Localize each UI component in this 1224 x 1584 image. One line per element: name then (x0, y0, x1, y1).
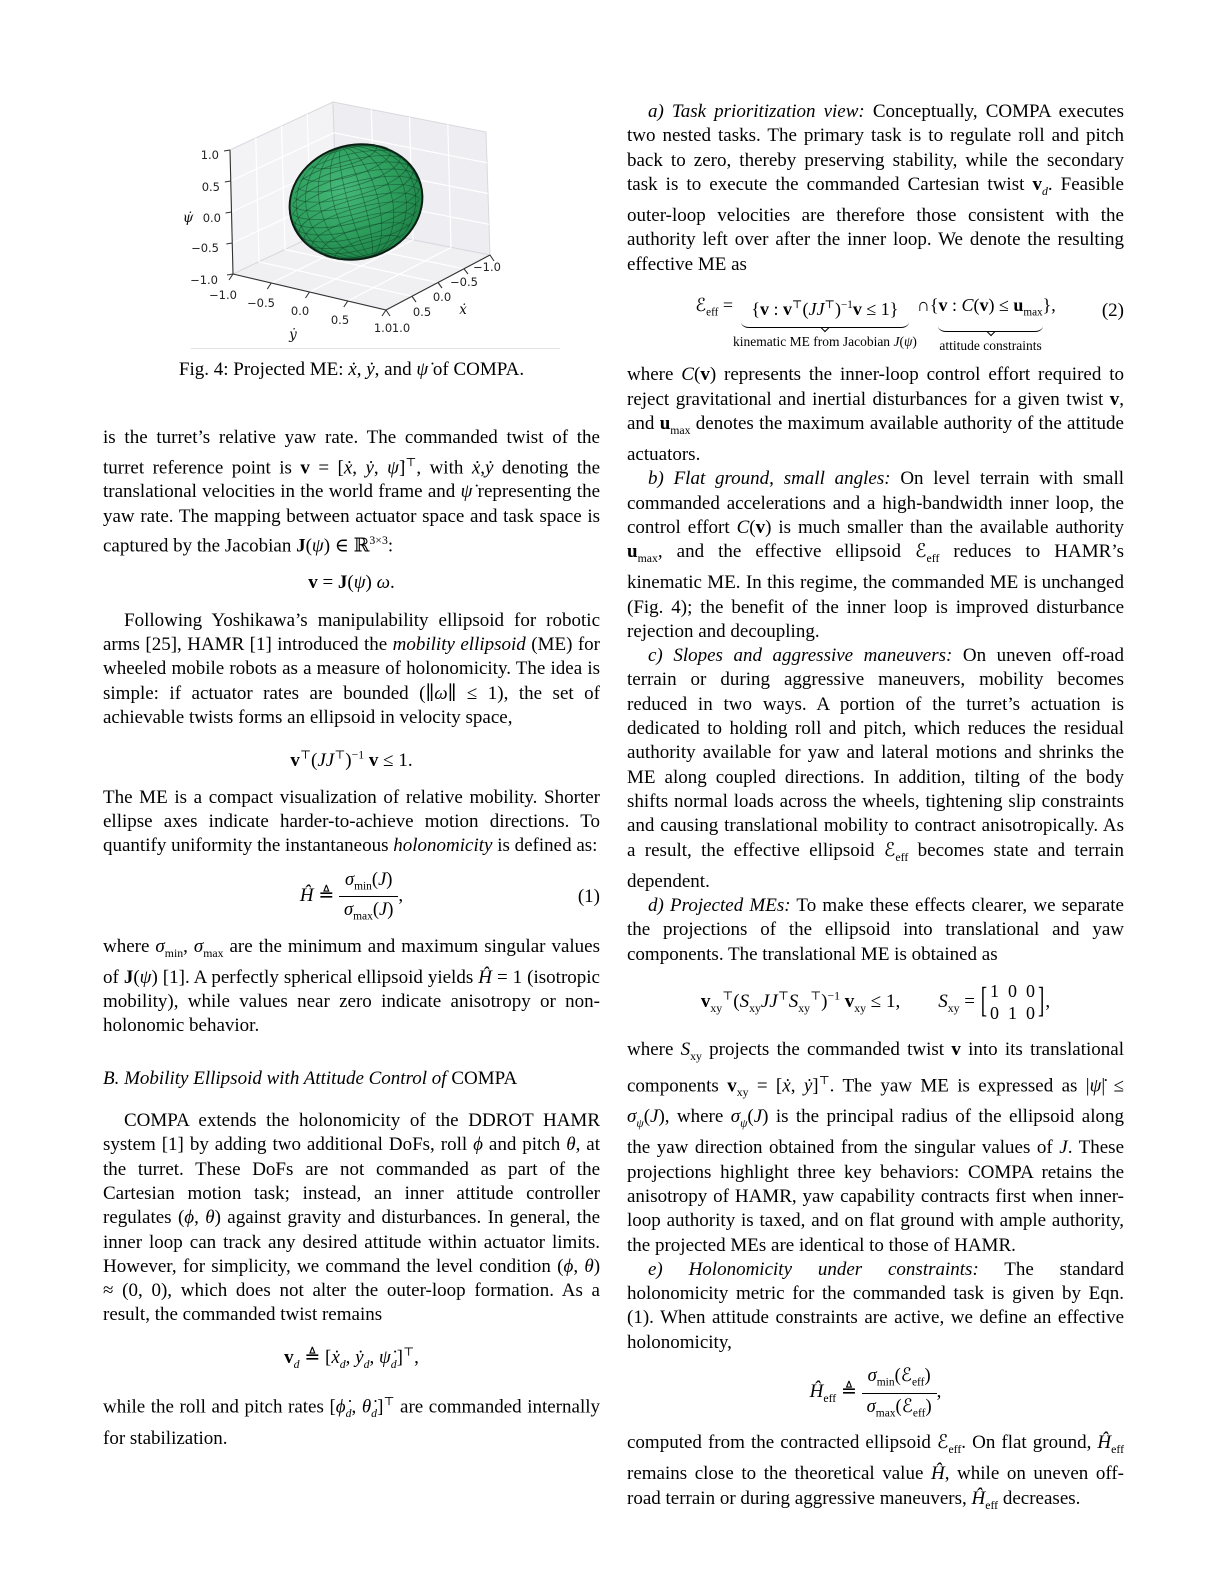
x-tick: 0.0 (432, 290, 452, 304)
equation-number-1: (1) (577, 885, 600, 907)
paragraph-twist-definition: is the turret’s relative yaw rate. The commanded twist of the turret reference point is v = [ẋ, ẏ, ψ̇]⊤, with ẋ,ẏ denoting the translational velocities in the world frame and ψ̇ representing the yaw rate. The mapping between actuator space and task space is captured by the Jacobian J(ψ) ∈ ℝ$^{3\times 3}$: (103, 427, 601, 557)
z-tick: 0.5 (201, 180, 220, 194)
equation-effective-holonomicity: $Ĥ_{eff}$ ≜ $\frac{\sigma_{min}(ℰ_{eff})}{\sigma_{max}(ℰ_{eff})}$ , (809, 1366, 942, 1420)
x-axis-label: ẋ (459, 302, 467, 318)
z-tick: −1.0 (190, 273, 218, 287)
paragraph-control-effort: where C(v) represents the inner-loop control effort required to reject gravitational and inertial disturbances for a given twist v, and $u_{max}$ denotes the maximum available authority of the attitude actuators. (627, 364, 1124, 465)
z-tick: 0.0 (202, 211, 221, 225)
equation-holonomicity: Ĥ ≜ $\frac{\sigma_{min}(J)}{\sigma_{max}(J)}$ , (1) (299, 869, 600, 923)
paragraph-me-visualization: The ME is a compact visualization of relative mobility. Shorter ellipse axes indicate harder-to-achieve motion directions. To quantify uniformity the instantaneous holonomicity is defined as: (103, 786, 600, 857)
right-column (627, 0, 1124, 1518)
paragraph-compa-extends: COMPA extends the holonomicity of the DDROT HAMR system [1] by adding two additional DoFs, roll ϕ and pitch θ, at the turret. These DoFs are not commanded as part of the Cartesian motion task; instead, an inner attitude controller regulates (ϕ, θ) against gravity and disturbances. In general, the inner loop can track any desired attitude within actuator limits. However, for simplicity, we command the level condition (ϕ, θ) ≈ (0, 0), which does not alter the outer-loop formation. As a result, the commanded twist remains (103, 1110, 601, 1326)
paragraph-singular-values: where $\sigma_{min}$, $\sigma_{max}$ are the minimum and maximum singular values of J(ψ) [1]. A perfectly spherical ellipsoid yields Ĥ = 1 (isotropic mobility), while values near zero indicate anisotropy or non-holonomic behavior. (103, 935, 600, 1037)
z-axis-ticks (190, 148, 221, 287)
equation-translational-me: $v_{xy}^⊤(S_{xy}JJ^⊤S_{xy}^⊤)^{-1}$ $v_{xy} \le 1$, $S_{xy}$ = [ 1 0 0 0 1 0 ], (700, 980, 1051, 1024)
y-tick: 1.0 (373, 321, 393, 335)
paragraph-yoshikawa: Following Yoshikawa’s manipulability ellipsoid for robotic arms [25], HAMR [1] introduced the mobility ellipsoid (ME) for wheeled mobile robots as a measure of holonomicity. The idea is simple: if actuator rates are bounded (∥ω∥ ≤ 1), the set of achievable twists forms an ellipsoid in velocity space, (103, 609, 601, 728)
z-tick: −0.5 (191, 241, 219, 255)
left-column (103, 0, 600, 1451)
y-axis-label: ẏ (289, 327, 297, 343)
paragraph-flat-ground: b) Flat ground, small angles: On level terrain with small commanded accelerations and a high-bandwidth inner loop, the control effort C(v) is much smaller than the available authority $u_{max}$, and the effective ellipsoid ℰ$_{eff}$ reduces to HAMR’s kinematic ME. In this regime, the commanded ME is unchanged (Fig. 4); the benefit of the inner loop is improved disturbance rejection and decoupling. (627, 468, 1124, 642)
y-tick: −1.0 (209, 288, 237, 302)
y-tick: 0.5 (330, 313, 350, 327)
y-tick: −0.5 (247, 296, 275, 310)
figure-4 (103, 92, 600, 382)
paragraph-heff-behavior: computed from the contracted ellipsoid ℰ$_{eff}$. On flat ground, $Ĥ_{eff}$ remains close to the theoretical value Ĥ, while on uneven off-road terrain or during aggressive maneuvers, $Ĥ_{eff}$ decreases. (627, 1432, 1125, 1512)
equation-jacobian-map: v = J(ψ) ω. (308, 572, 395, 594)
equation-kinematic-ellipsoid: $v^⊤(JJ^⊤)^{-1}$ v ≤ 1. (290, 748, 413, 771)
paragraph-projection-behaviors: where $S_{xy}$ projects the commanded twist v into its translational components $v_{xy}$ = [ẋ, ẏ]⊤. The yaw ME is expressed as |ψ̇| ≤ $\sigma_\psi(J)$, where $\sigma_\psi(J)$ is the principal radius of the ellipsoid along the yaw direction obtained from the singular values of J. These projections highlight three key behaviors: COMPA retains the anisotropy of HAMR, yaw capability contracts first when inner-loop authority is taxed, and on flat ground with ample authority, the projected MEs are identical to those of HAMR. (627, 1038, 1125, 1256)
x-tick: 1.0 (391, 321, 411, 335)
x-tick: −0.5 (450, 275, 478, 289)
paragraph-projected-mes: d) Projected MEs: To make these effects clearer, we separate the projections of the ellipsoid into translational and yaw components. The translational ME is obtained as (627, 894, 1124, 965)
equation-commanded-twist: $v_d$ ≜ [ẋ$_d$, ẏ$_d$, $\psi̇_d]^⊤$, (284, 1345, 419, 1371)
z-tick: 1.0 (200, 148, 219, 162)
equation-effective-me: ℰ$_{eff}$ = {v : $v^⊤(JJ^⊤)^{-1}v \le 1$} kinematic ME from Jacobian J(ψ) ∩ {v : $C(v) \le u_{max}$} attitude constraints , (2) (695, 294, 1124, 353)
figure-rule (191, 348, 560, 349)
paragraph-roll-pitch-rates: while the roll and pitch rates [$\phi̇_d$, $\thetȧ_d]^⊤$ are commanded internally for stabilization. (103, 1395, 601, 1449)
section-heading-b: B. Mobility Ellipsoid with Attitude Control of COMPA (103, 1067, 518, 1089)
y-tick: 0.0 (290, 304, 310, 318)
3d-ellipsoid-plot (133, 92, 533, 344)
figure-caption: Fig. 4: Projected ME: ẋ, ẏ, and ψ̇ of COMPA. (178, 359, 525, 380)
z-axis-label: ψ̇ (182, 210, 194, 226)
paragraph-task-prioritization: a) Task prioritization view: Conceptually, COMPA executes two nested tasks. The primary task is to regulate roll and pitch back to zero, thereby preserving stability, while the secondary task is to execute the commanded Cartesian twist $v_d$. Feasible outer-loop velocities are therefore those consistent with the authority left over after the inner loop. We denote the resulting effective ME as (627, 101, 1124, 275)
equation-number-2: (2) (1101, 299, 1124, 321)
paragraph-holonomicity-constraints: e) Holonomicity under constraints: The standard holonomicity metric for the commanded task is given by Eqn. (1). When attitude constraints are active, we define an effective holonomicity, (627, 1258, 1124, 1353)
x-tick: −1.0 (473, 260, 501, 274)
x-tick: 0.5 (412, 305, 432, 319)
paragraph-slopes-maneuvers: c) Slopes and aggressive maneuvers: On uneven off-road terrain or during aggressive maneuvers, mobility becomes reduced in two ways. A portion of the turret’s actuation is dedicated to holding roll and pitch, which reduces the residual authority available for yaw and lateral motions and shrinks the ME along coupled directions. In addition, tilting of the body shifts normal loads across the wheels, tightening slip constraints and causing translational mobility to contract anisotropically. As a result, the effective ellipsoid ℰ$_{eff}$ becomes state and terrain dependent. (627, 645, 1124, 892)
